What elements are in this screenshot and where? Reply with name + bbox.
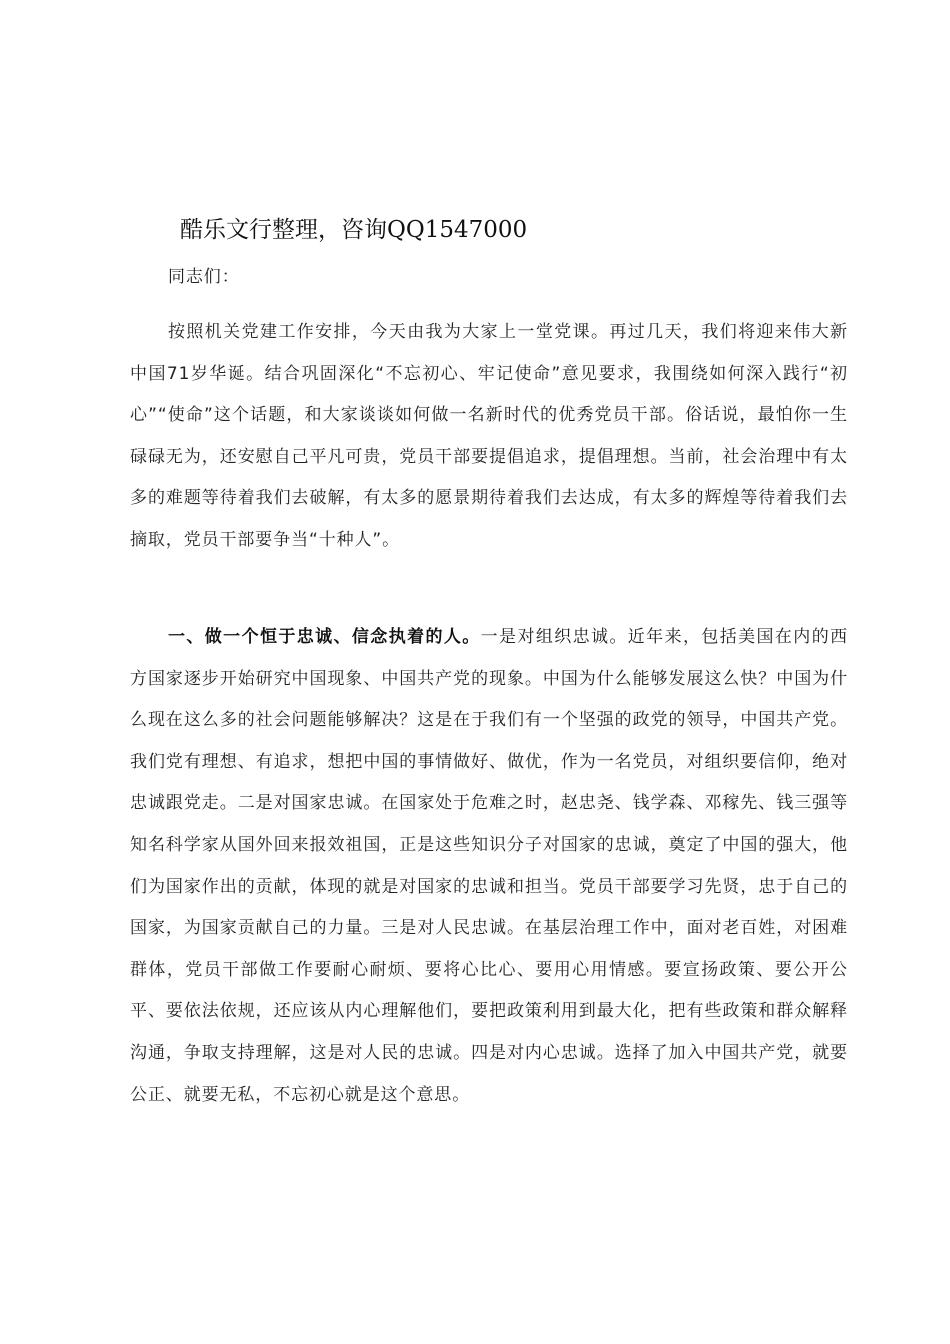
paragraph-intro: 按照机关党建工作安排，今天由我为大家上一堂党课。再过几天，我们将迎来伟大新中国71岁华诞。结合巩固深化“不忘初心、牢记使命”意见要求，我围绕如何深入践行“初心”“使命”这个话题，和大家谈谈如何做一名新时代的优秀党员干部。俗话说，最怕你一生碌碌无为，还安慰自己平凡可贵，党员干部要提倡追求，提倡理想。当前，社会治理中有太多的难题等待着我们去破解，有太多的愿景期待着我们去达成，有太多的辉煌等待着我们去摘取，党员干部要争当“十种人”。: [130, 322, 848, 550]
section-heading: 一、做一个恒于忠诚、信念执着的人。: [168, 627, 481, 647]
paragraph-section-one: [130, 617, 848, 1116]
document-header: 酷乐文行整理，咨询QQ1547000: [180, 217, 528, 243]
section-body: 一是对组织忠诚。近年来，包括美国在内的西方国家逐步开始研究中国现象、中国共产党的现象。中国为什么能够发展这么快？中国为什么现在这么多的社会问题能够解决？这是在于我们有一个坚强的政党的领导，中国共产党。我们党有理想、有追求，想把中国的事情做好、做优，作为一名党员，对组织要信仰，绝对忠诚跟党走。二是对国家忠诚。在国家处于危难之时，赵忠尧、钱学森、邓稼先、钱三强等知名科学家从国外回来报效祖国，正是这些知识分子对国家的忠诚，奠定了中国的强大，他们为国家作出的贡献，体现的就是对国家的忠诚和担当。党员干部要学习先贤，忠于自己的国家，为国家贡献自己的力量。三是对人民忠诚。在基层治理工作中，面对老百姓，对困难群体，党员干部做工作要耐心耐烦、要将心比心、要用心用情感。要宣扬政策、要公开公平、要依法依规，还应该从内心理解他们，要把政策利用到最大化，把有些政策和群众解释沟通，争取支持理解，这是对人民的忠诚。四是对内心忠诚。选择了加入中国共产党，就要公正、就要无私，不忘初心就是这个意思。: [130, 627, 848, 1105]
greeting: 同志们：: [168, 267, 240, 287]
